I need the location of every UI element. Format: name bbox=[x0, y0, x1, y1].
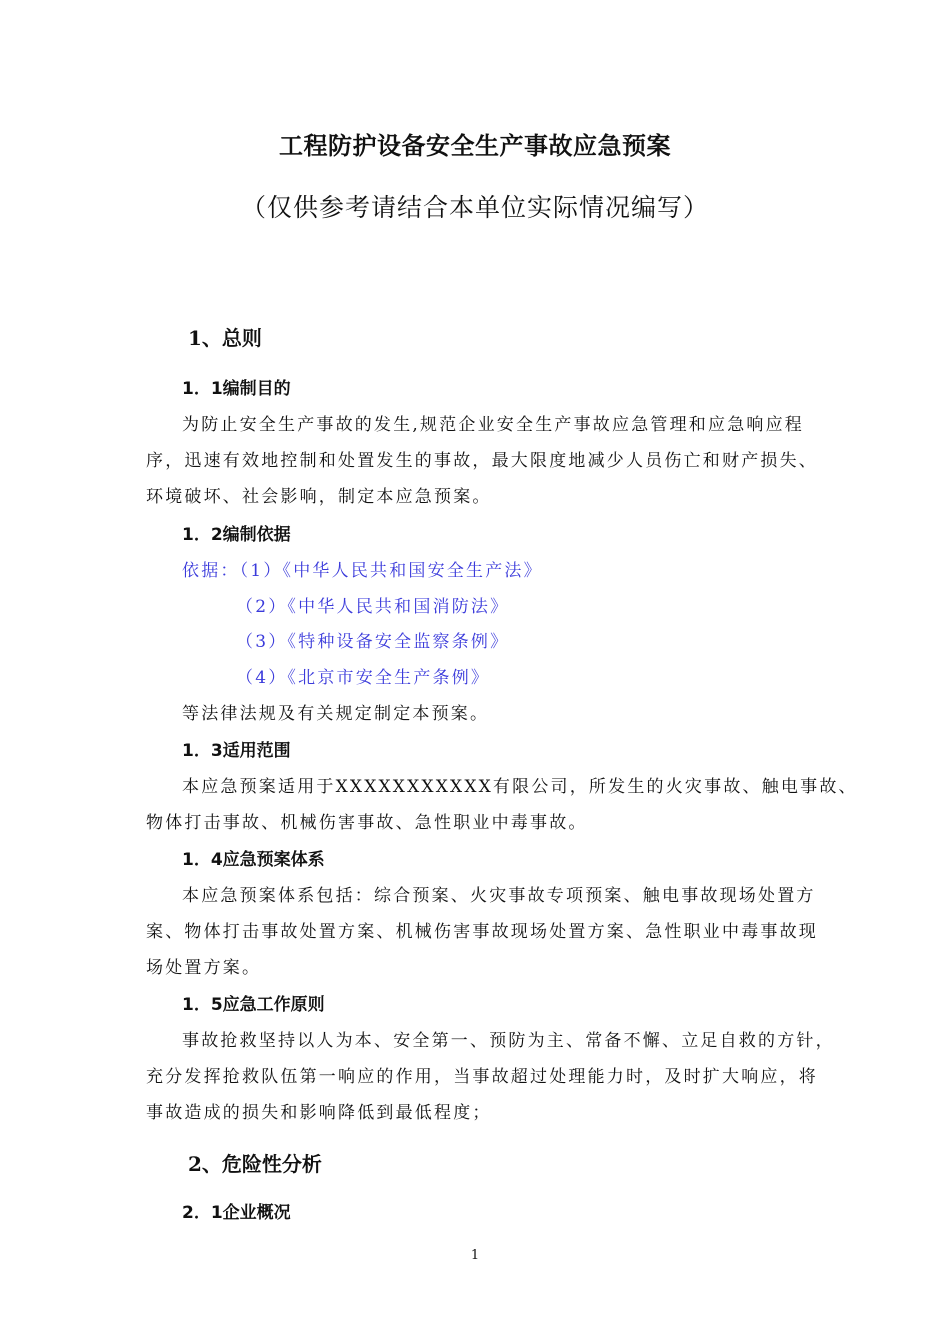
paragraph-line: 本应急预案适用于XXXXXXXXXXX有限公司，所发生的火灾事故、触电事故、 bbox=[182, 777, 858, 797]
paragraph-line: 事故造成的损失和影响降低到最低程度； bbox=[146, 1103, 492, 1123]
paragraph-line: 序，迅速有效地控制和处置发生的事故，最大限度地减少人员伤亡和财产损失、 bbox=[146, 451, 818, 471]
legal-reference-3: （3）《特种设备安全监察条例》 bbox=[236, 632, 510, 652]
document-subtitle: （仅供参考请结合本单位实际情况编写） bbox=[240, 193, 709, 222]
subsection-heading-plan-system: 1．4应急预案体系 bbox=[182, 850, 325, 870]
page-number: 1 bbox=[470, 1248, 480, 1263]
legal-reference-4: （4）《北京市安全生产条例》 bbox=[236, 668, 491, 688]
paragraph-line: 案、物体打击事故处置方案、机械伤害事故现场处置方案、急性职业中毒事故现 bbox=[146, 922, 818, 942]
legal-reference-1: 依据：（1）《中华人民共和国安全生产法》 bbox=[182, 561, 543, 581]
paragraph-line: 环境破坏、社会影响，制定本应急预案。 bbox=[146, 487, 492, 507]
subsection-heading-purpose: 1．1编制目的 bbox=[182, 379, 291, 399]
document-title: 工程防护设备安全生产事故应急预案 bbox=[279, 132, 671, 160]
section-heading-general: 1、总则 bbox=[188, 326, 262, 350]
section-heading-risk-analysis: 2、危险性分析 bbox=[188, 1152, 322, 1176]
subsection-heading-basis: 1．2编制依据 bbox=[182, 525, 291, 545]
subsection-heading-scope: 1．3适用范围 bbox=[182, 741, 291, 761]
paragraph-line: 为防止安全生产事故的发生,规范企业安全生产事故应急管理和应急响应程 bbox=[182, 415, 805, 435]
subsection-heading-principles: 1．5应急工作原则 bbox=[182, 995, 325, 1015]
paragraph-line: 等法律法规及有关规定制定本预案。 bbox=[182, 704, 490, 724]
paragraph-line: 物体打击事故、机械伤害事故、急性职业中毒事故。 bbox=[146, 813, 588, 833]
paragraph-line: 场处置方案。 bbox=[146, 958, 262, 978]
paragraph-line: 充分发挥抢救队伍第一响应的作用，当事故超过处理能力时，及时扩大响应，将 bbox=[146, 1067, 818, 1087]
legal-reference-2: （2）《中华人民共和国消防法》 bbox=[236, 597, 510, 617]
paragraph-line: 本应急预案体系包括：综合预案、火灾事故专项预案、触电事故现场处置方 bbox=[182, 886, 816, 906]
subsection-heading-company-overview: 2．1企业概况 bbox=[182, 1203, 291, 1223]
paragraph-line: 事故抢救坚持以人为本、安全第一、预防为主、常备不懈、立足自救的方针， bbox=[182, 1031, 835, 1051]
